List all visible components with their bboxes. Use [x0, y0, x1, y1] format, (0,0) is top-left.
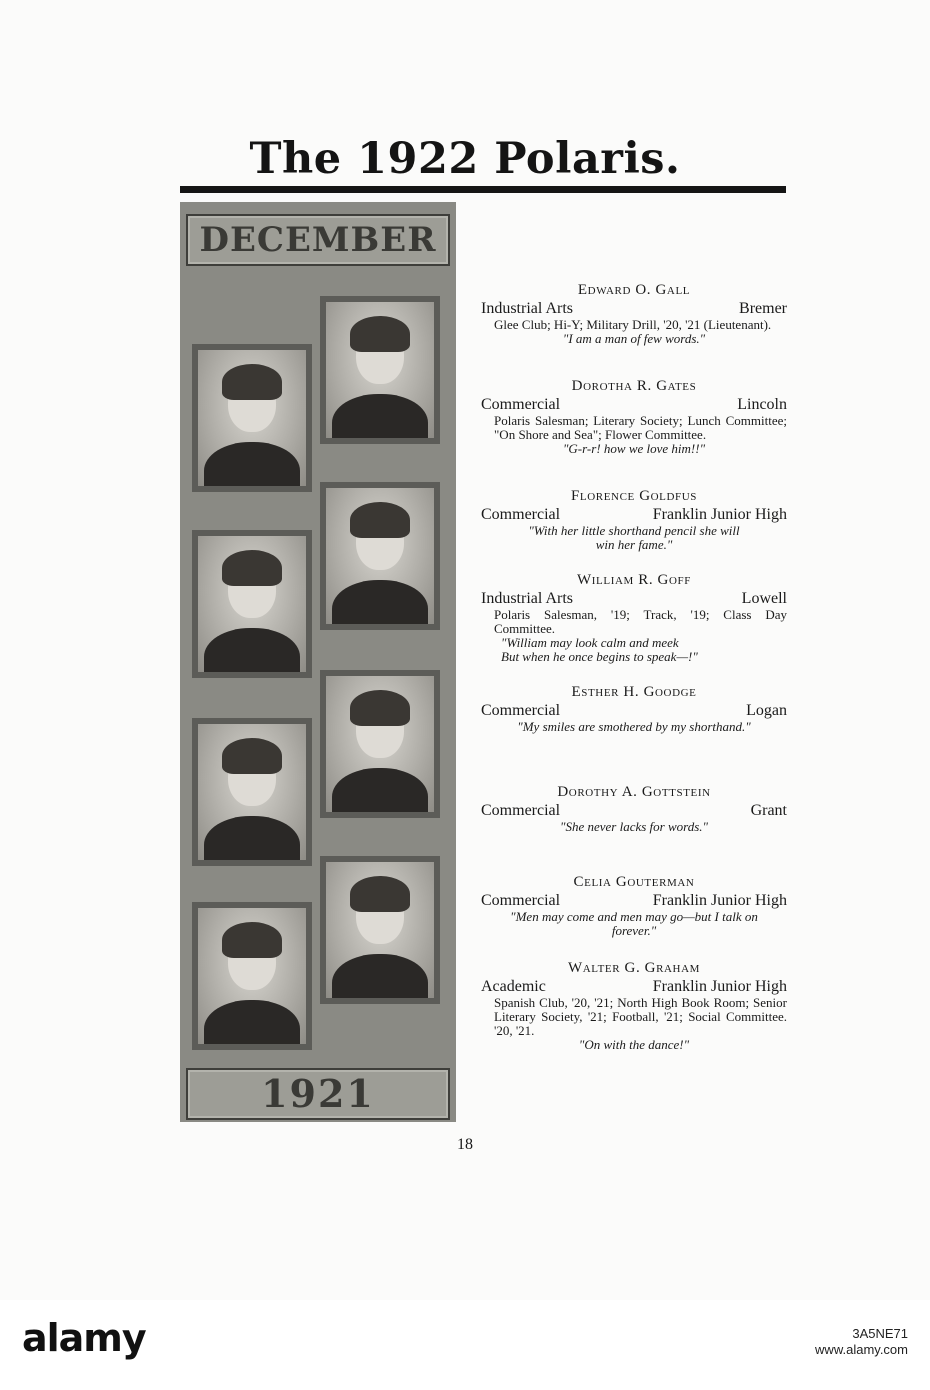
student-name: Dorotha R. Gates — [571, 378, 697, 394]
activities: Glee Club; Hi-Y; Military Drill, '20, '21 (Lieutenant). — [494, 317, 772, 332]
quote: "My smiles are smothered by my shorthand." — [517, 719, 751, 734]
course: Industrial Arts — [481, 300, 573, 317]
entry-walter-graham — [481, 960, 787, 1052]
quote: "I am a man of few words." — [562, 331, 706, 346]
school: Lincoln — [737, 396, 787, 413]
brand-logo: alamy — [22, 1316, 146, 1360]
entry-dorotha-gates — [481, 378, 787, 456]
quote-line-2: But when he once begins to speak—!" — [501, 649, 698, 664]
portrait-celia-gouterman — [320, 856, 440, 1004]
title-rule — [180, 186, 786, 193]
quote: "G-r-r! how we love him!!" — [562, 441, 706, 456]
portrait-dorothy-gottstein — [192, 718, 312, 866]
course: Commercial — [481, 702, 561, 719]
student-name: Edward O. Gall — [577, 282, 691, 298]
course: Industrial Arts — [481, 590, 573, 607]
course: Academic — [481, 978, 546, 995]
entry-esther-goodge — [481, 684, 787, 734]
student-name: Dorothy A. Gottstein — [557, 784, 711, 800]
school: Franklin Junior High — [652, 892, 787, 909]
student-name: Esther H. Goodge — [571, 684, 697, 700]
entry-dorothy-gottstein — [481, 784, 787, 834]
photo-panel — [180, 202, 456, 1122]
year-label: 1921 — [186, 1068, 450, 1120]
quote: "With her little shorthand pencil she will win her fame." — [528, 523, 740, 552]
portrait-william-goff — [192, 530, 312, 678]
school: Franklin Junior High — [652, 506, 787, 523]
student-name: William R. Goff — [577, 572, 691, 588]
quote: "On with the dance!" — [578, 1037, 690, 1052]
course: Commercial — [481, 506, 561, 523]
activities: Spanish Club, '20, '21; North High Book Room; Senior Literary Society, '21; Football, '21; Social Committee. '20, '21. — [494, 995, 787, 1038]
student-name: Florence Goldfus — [570, 488, 698, 504]
entry-edward-gall — [481, 282, 787, 346]
course: Commercial — [481, 892, 561, 909]
activities: Polaris Salesman, '19; Track, '19; Class Day Committee. — [494, 607, 787, 636]
course: Commercial — [481, 396, 561, 413]
course: Commercial — [481, 802, 561, 819]
image-id-block — [815, 1326, 908, 1358]
school: Franklin Junior High — [652, 978, 787, 995]
portrait-edward-gall — [320, 296, 440, 444]
entry-william-goff — [481, 572, 787, 664]
student-name: Celia Gouterman — [573, 874, 695, 890]
activities: Polaris Salesman; Literary Society; Lunch Committee; "On Shore and Sea"; Flower Committee. — [494, 413, 787, 442]
quote-line-1: "William may look calm and meek — [501, 635, 679, 650]
entry-celia-gouterman — [481, 874, 787, 938]
school: Logan — [746, 702, 787, 719]
page-number: 18 — [457, 1136, 473, 1153]
site-url: www.alamy.com — [815, 1342, 908, 1357]
school: Bremer — [739, 300, 787, 317]
quote: "Men may come and men may go—but I talk on forever." — [510, 909, 758, 938]
student-name: Walter G. Graham — [567, 960, 701, 976]
school: Grant — [750, 802, 787, 819]
portrait-dorotha-gates — [192, 344, 312, 492]
portrait-esther-goodge — [320, 670, 440, 818]
page-title: The 1922 Polaris. — [249, 134, 681, 184]
image-id: 3A5NE71 — [852, 1326, 908, 1341]
portrait-florence-goldfus — [320, 482, 440, 630]
entry-florence-goldfus — [481, 488, 787, 552]
school: Lowell — [741, 590, 787, 607]
month-label: DECEMBER — [186, 214, 450, 266]
portrait-walter-graham — [192, 902, 312, 1050]
quote: "She never lacks for words." — [560, 819, 708, 834]
